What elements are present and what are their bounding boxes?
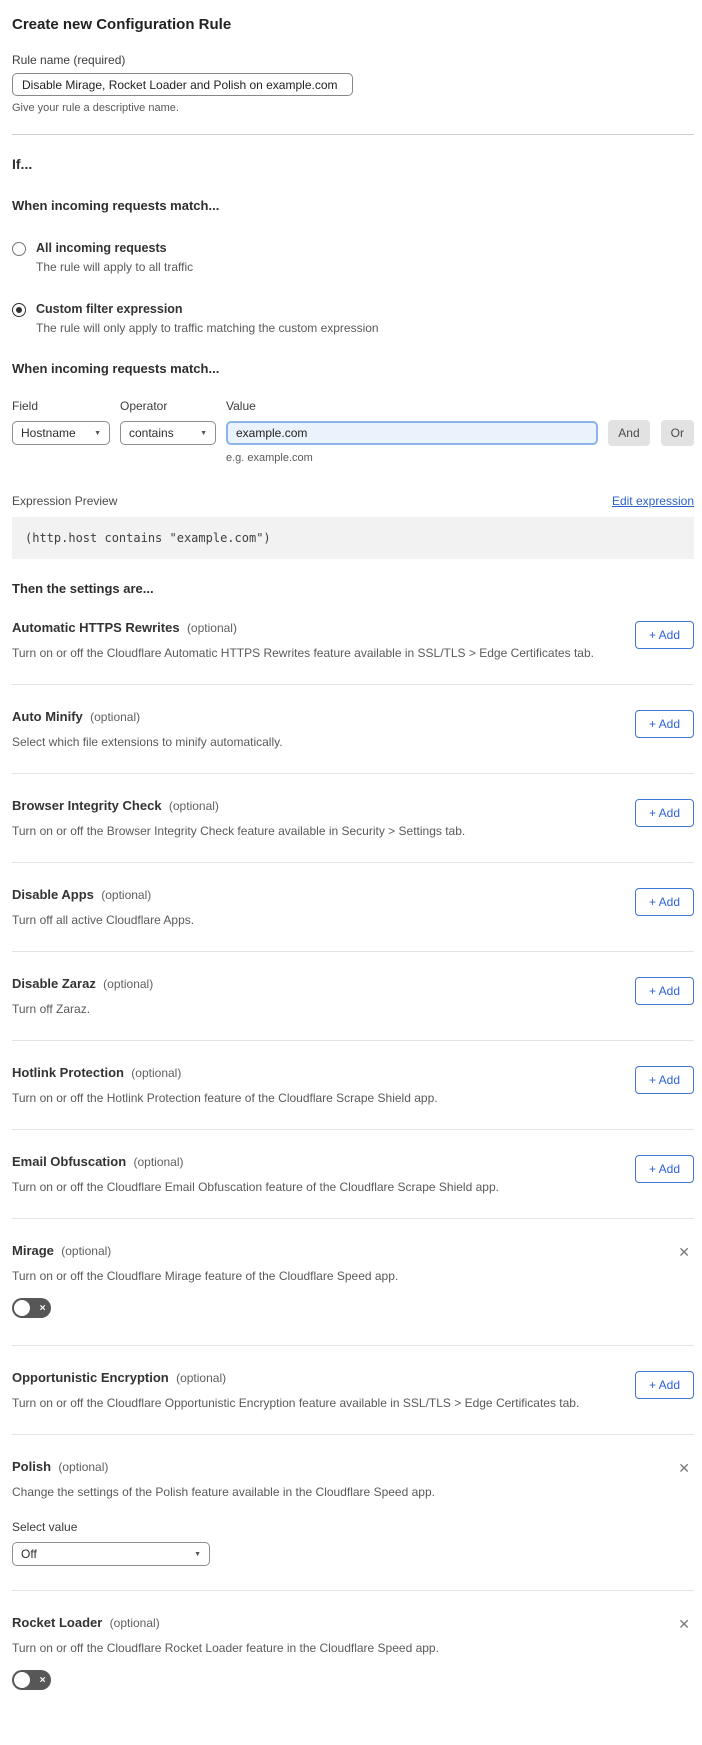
optional-label: (optional): [61, 1244, 112, 1258]
setting-description: Change the settings of the Polish feature available in the Cloudflare Speed app.: [12, 1485, 435, 1499]
setting-description: Turn on or off the Hotlink Protection feature of the Cloudflare Scrape Shield app.: [12, 1091, 438, 1105]
toggle-knob: [14, 1672, 30, 1688]
expression-builder-row: [12, 386, 694, 464]
setting-row-rocket-loader: [12, 1591, 694, 1717]
field-select-value: Hostname: [21, 426, 76, 440]
select-value-label: Select value: [12, 1520, 78, 1534]
add-browser-integrity-check-button[interactable]: + Add: [635, 799, 694, 827]
setting-name: Disable Apps: [12, 887, 94, 902]
add-automatic-https-rewrites-button[interactable]: + Add: [635, 621, 694, 649]
edit-expression-link[interactable]: Edit expression: [611, 494, 694, 508]
optional-label: (optional): [176, 1371, 227, 1385]
expression-preview-code: (http.host contains "example.com"): [12, 517, 694, 559]
optional-label: (optional): [131, 1066, 182, 1080]
optional-label: (optional): [103, 977, 154, 991]
radio-label: All incoming requests: [36, 241, 167, 255]
add-opportunistic-encryption-button[interactable]: + Add: [635, 1371, 694, 1399]
optional-label: (optional): [109, 1616, 160, 1630]
setting-row-automatic-https-rewrites: [12, 596, 694, 685]
setting-description: Turn on or off the Cloudflare Automatic HTTPS Rewrites feature available in SSL/TLS > Edge Certificates tab.: [12, 646, 594, 660]
setting-name: Auto Minify: [12, 709, 83, 724]
add-disable-apps-button[interactable]: + Add: [635, 888, 694, 916]
add-hotlink-protection-button[interactable]: + Add: [635, 1066, 694, 1094]
polish-select-value: Off: [21, 1547, 37, 1561]
optional-label: (optional): [168, 799, 219, 813]
section-divider: [12, 134, 694, 135]
add-email-obfuscation-button[interactable]: + Add: [635, 1155, 694, 1183]
then-heading: Then the settings are...: [12, 581, 154, 596]
optional-label: (optional): [133, 1155, 184, 1169]
radio-selected-icon[interactable]: [12, 303, 26, 317]
setting-name: Browser Integrity Check: [12, 798, 162, 813]
expression-preview-label: Expression Preview: [12, 494, 118, 508]
value-input[interactable]: [226, 421, 598, 445]
match-type-heading: When incoming requests match...: [12, 198, 220, 213]
rule-name-input[interactable]: [12, 73, 353, 96]
setting-row-browser-integrity-check: [12, 774, 694, 863]
rule-name-label: Rule name (required): [12, 53, 126, 67]
setting-row-opportunistic-encryption: [12, 1346, 694, 1435]
toggle-knob: [14, 1300, 30, 1316]
rule-name-help: Give your rule a descriptive name.: [12, 102, 179, 114]
chevron-down-icon: ▼: [94, 429, 101, 437]
radio-option-custom-filter-expression[interactable]: [12, 302, 694, 335]
operator-label: Operator: [120, 399, 168, 413]
radio-option-all-incoming-requests[interactable]: [12, 241, 694, 274]
and-button[interactable]: And: [608, 420, 649, 446]
setting-description: Select which file extensions to minify automatically.: [12, 735, 283, 749]
setting-description: Turn on or off the Cloudflare Opportunistic Encryption feature available in SSL/TLS > Edge Certificates tab.: [12, 1396, 580, 1410]
chevron-down-icon: ▼: [200, 429, 207, 437]
setting-name: Hotlink Protection: [12, 1065, 124, 1080]
if-heading: If...: [12, 156, 33, 172]
value-label: Value: [226, 399, 256, 413]
remove-rocket-loader-icon[interactable]: ✕: [678, 1616, 690, 1632]
setting-description: Turn on or off the Cloudflare Email Obfuscation feature of the Cloudflare Scrape Shield app.: [12, 1180, 499, 1194]
optional-label: (optional): [186, 621, 237, 635]
radio-description: The rule will apply to all traffic: [36, 260, 194, 274]
setting-name: Email Obfuscation: [12, 1154, 127, 1169]
setting-name: Disable Zaraz: [12, 976, 96, 991]
setting-row-disable-zaraz: [12, 952, 694, 1041]
setting-description: Turn on or off the Browser Integrity Check feature available in Security > Settings tab.: [12, 824, 466, 838]
page-title: Create new Configuration Rule: [12, 16, 232, 33]
rocket-loader-toggle-off[interactable]: [12, 1670, 51, 1690]
setting-row-mirage: [12, 1219, 694, 1346]
radio-unselected-icon[interactable]: [12, 242, 26, 256]
radio-description: The rule will only apply to traffic matching the custom expression: [36, 321, 379, 335]
setting-row-hotlink-protection: [12, 1041, 694, 1130]
or-button[interactable]: Or: [661, 420, 694, 446]
setting-description: Turn off all active Cloudflare Apps.: [12, 913, 195, 927]
toggle-off-icon: ✕: [39, 1675, 46, 1685]
field-select[interactable]: [12, 421, 110, 445]
setting-description: Turn on or off the Cloudflare Rocket Loader feature in the Cloudflare Speed app.: [12, 1641, 439, 1655]
setting-row-polish: [12, 1435, 694, 1591]
remove-polish-icon[interactable]: ✕: [678, 1460, 690, 1476]
setting-name: Opportunistic Encryption: [12, 1370, 169, 1385]
value-help: e.g. example.com: [226, 452, 313, 464]
operator-select[interactable]: [120, 421, 216, 445]
builder-heading: When incoming requests match...: [12, 361, 220, 376]
setting-row-auto-minify: [12, 685, 694, 774]
setting-description: Turn off Zaraz.: [12, 1002, 91, 1016]
mirage-toggle-off[interactable]: [12, 1298, 51, 1318]
optional-label: (optional): [58, 1460, 109, 1474]
add-disable-zaraz-button[interactable]: + Add: [635, 977, 694, 1005]
chevron-down-icon: ▼: [194, 1550, 201, 1558]
operator-select-value: contains: [129, 426, 174, 440]
setting-description: Turn on or off the Cloudflare Mirage feature of the Cloudflare Speed app.: [12, 1269, 399, 1283]
add-auto-minify-button[interactable]: + Add: [635, 710, 694, 738]
setting-row-disable-apps: [12, 863, 694, 952]
setting-name: Mirage: [12, 1243, 54, 1258]
setting-name: Rocket Loader: [12, 1615, 103, 1630]
remove-mirage-icon[interactable]: ✕: [678, 1244, 690, 1260]
setting-row-email-obfuscation: [12, 1130, 694, 1219]
polish-value-select[interactable]: [12, 1542, 210, 1566]
setting-name: Polish: [12, 1459, 52, 1474]
optional-label: (optional): [101, 888, 152, 902]
setting-name: Automatic HTTPS Rewrites: [12, 620, 180, 635]
toggle-off-icon: ✕: [39, 1303, 46, 1313]
field-label: Field: [12, 399, 39, 413]
radio-label: Custom filter expression: [36, 302, 183, 316]
optional-label: (optional): [90, 710, 141, 724]
